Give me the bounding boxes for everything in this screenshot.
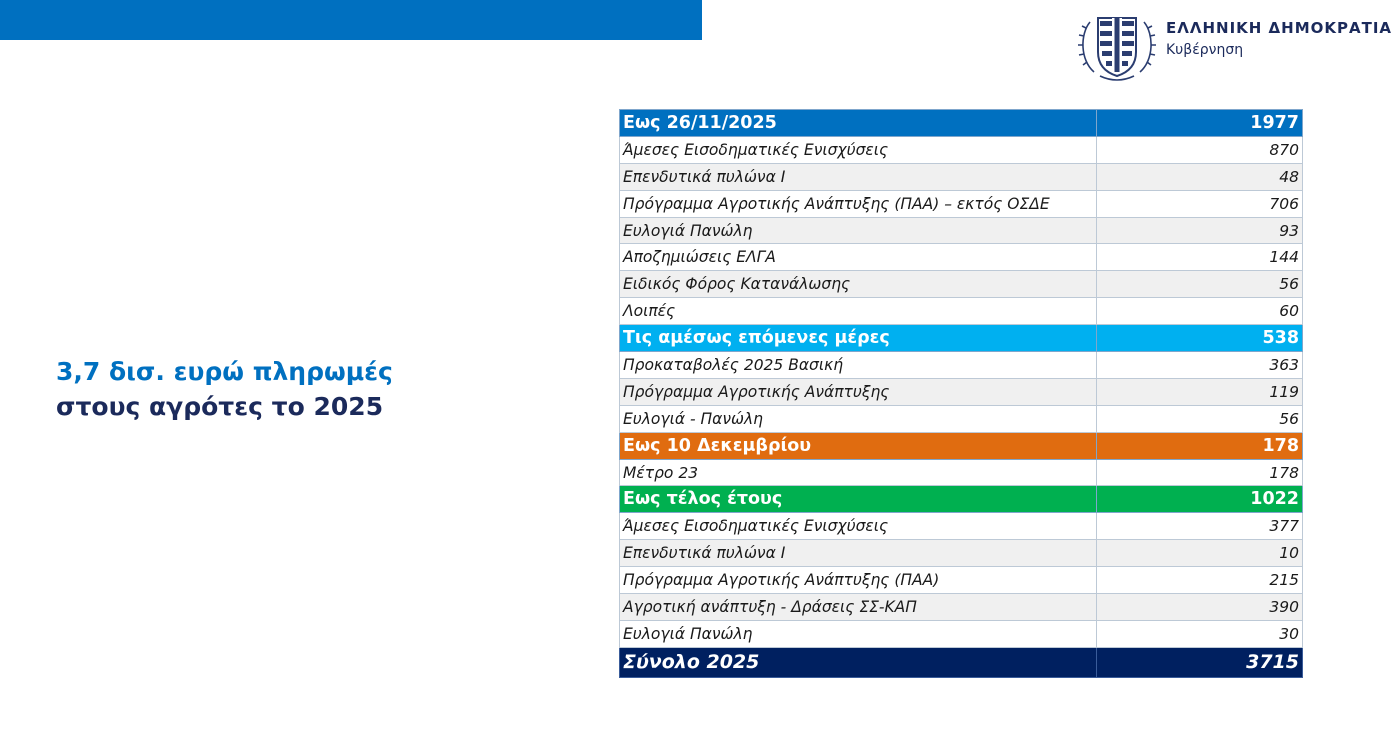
row-label: Ειδικός Φόρος Κατανάλωσης bbox=[620, 271, 1097, 298]
group-header-row bbox=[620, 432, 1303, 459]
row-label: Αποζημιώσεις ΕΛΓΑ bbox=[620, 244, 1097, 271]
row-value: 144 bbox=[1097, 244, 1303, 271]
row-label: Επενδυτικά πυλώνα Ι bbox=[620, 163, 1097, 190]
row-value: 390 bbox=[1097, 594, 1303, 621]
group-header-row bbox=[620, 325, 1303, 352]
group-header-row bbox=[620, 486, 1303, 513]
table-row bbox=[620, 405, 1303, 432]
group-label: Εως 26/11/2025 bbox=[620, 110, 1097, 137]
table-row bbox=[620, 567, 1303, 594]
row-value: 56 bbox=[1097, 405, 1303, 432]
row-value: 10 bbox=[1097, 540, 1303, 567]
table-row bbox=[620, 459, 1303, 486]
row-value: 119 bbox=[1097, 378, 1303, 405]
row-label: Προκαταβολές 2025 Βασική bbox=[620, 352, 1097, 379]
row-value: 178 bbox=[1097, 459, 1303, 486]
row-value: 363 bbox=[1097, 352, 1303, 379]
greek-coat-of-arms-icon bbox=[1076, 12, 1158, 82]
group-total: 1977 bbox=[1097, 110, 1303, 137]
row-label: Ευλογιά Πανώλη bbox=[620, 620, 1097, 647]
headline-line-1: 3,7 δισ. ευρώ πληρωμές bbox=[56, 357, 393, 386]
group-total: 538 bbox=[1097, 325, 1303, 352]
total-row bbox=[620, 647, 1303, 677]
government-name: ΕΛΛΗΝΙΚΗ ΔΗΜΟΚΡΑΤΙΑ bbox=[1166, 19, 1393, 37]
government-subtitle: Κυβέρνηση bbox=[1166, 42, 1244, 58]
row-label: Άμεσες Εισοδηματικές Ενισχύσεις bbox=[620, 513, 1097, 540]
group-label: Εως τέλος έτους bbox=[620, 486, 1097, 513]
group-label: Εως 10 Δεκεμβρίου bbox=[620, 432, 1097, 459]
row-value: 93 bbox=[1097, 217, 1303, 244]
table-row bbox=[620, 352, 1303, 379]
table-row bbox=[620, 271, 1303, 298]
group-header-row bbox=[620, 110, 1303, 137]
row-value: 377 bbox=[1097, 513, 1303, 540]
row-value: 30 bbox=[1097, 620, 1303, 647]
government-branding bbox=[1166, 18, 1392, 60]
table-row bbox=[620, 513, 1303, 540]
table-row bbox=[620, 540, 1303, 567]
table-row bbox=[620, 594, 1303, 621]
total-label: Σύνολο 2025 bbox=[620, 647, 1097, 677]
payments-table bbox=[619, 109, 1303, 678]
table-row bbox=[620, 190, 1303, 217]
row-label: Επενδυτικά πυλώνα Ι bbox=[620, 540, 1097, 567]
row-label: Αγροτική ανάπτυξη - Δράσεις ΣΣ-ΚΑΠ bbox=[620, 594, 1097, 621]
row-label: Ευλογιά Πανώλη bbox=[620, 217, 1097, 244]
headline-line-2: στους αγρότες το 2025 bbox=[56, 392, 384, 421]
row-label: Ευλογιά - Πανώλη bbox=[620, 405, 1097, 432]
row-label: Πρόγραμμα Αγροτικής Ανάπτυξης (ΠΑΑ) – εκτός ΟΣΔΕ bbox=[620, 190, 1097, 217]
group-total: 178 bbox=[1097, 432, 1303, 459]
group-total: 1022 bbox=[1097, 486, 1303, 513]
row-value: 706 bbox=[1097, 190, 1303, 217]
row-value: 60 bbox=[1097, 298, 1303, 325]
row-label: Πρόγραμμα Αγροτικής Ανάπτυξης bbox=[620, 378, 1097, 405]
row-value: 215 bbox=[1097, 567, 1303, 594]
row-label: Άμεσες Εισοδηματικές Ενισχύσεις bbox=[620, 136, 1097, 163]
table-row bbox=[620, 620, 1303, 647]
row-value: 56 bbox=[1097, 271, 1303, 298]
table-row bbox=[620, 378, 1303, 405]
row-label: Λοιπές bbox=[620, 298, 1097, 325]
row-value: 48 bbox=[1097, 163, 1303, 190]
payments-table-container bbox=[619, 109, 1302, 678]
headline bbox=[56, 354, 393, 424]
group-label: Τις αμέσως επόμενες μέρες bbox=[620, 325, 1097, 352]
row-value: 870 bbox=[1097, 136, 1303, 163]
table-row bbox=[620, 217, 1303, 244]
total-value: 3715 bbox=[1097, 647, 1303, 677]
row-label: Πρόγραμμα Αγροτικής Ανάπτυξης (ΠΑΑ) bbox=[620, 567, 1097, 594]
top-accent-bar bbox=[0, 0, 702, 40]
table-row bbox=[620, 163, 1303, 190]
row-label: Μέτρο 23 bbox=[620, 459, 1097, 486]
table-row bbox=[620, 136, 1303, 163]
table-row bbox=[620, 298, 1303, 325]
table-row bbox=[620, 244, 1303, 271]
